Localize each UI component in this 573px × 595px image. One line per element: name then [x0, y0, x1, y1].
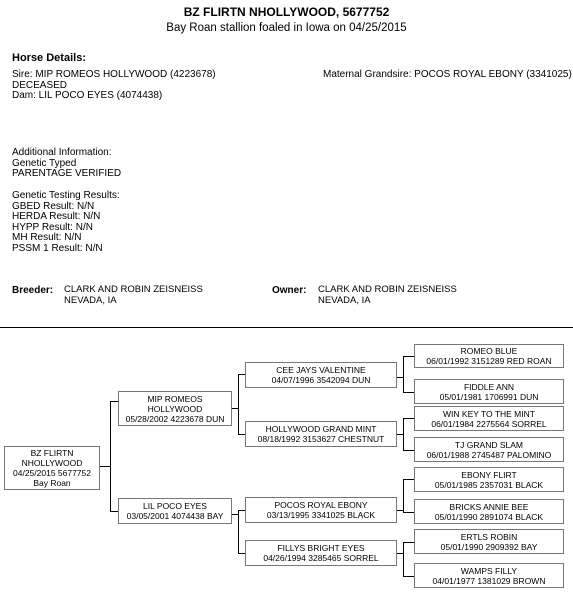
pedigree-sire-info: 05/28/2002 4223678 DUN	[125, 413, 225, 424]
pedigree-gen4-entry	[414, 344, 564, 368]
maternal-grandsire-line: Maternal Grandsire: POCOS ROYAL EBONY (3341025)	[323, 69, 572, 80]
dam-line: Dam: LIL POCO EYES (4074438)	[12, 90, 163, 101]
owner-location: NEVADA, IA	[318, 295, 371, 306]
pedigree-name: WIN KEY TO THE MINT	[443, 408, 535, 419]
genetic-typed: Genetic Typed	[12, 158, 77, 169]
pedigree-gen4-entry	[414, 529, 564, 554]
pedigree-name: WAMPS FILLY	[460, 565, 518, 576]
pedigree-dam-info: 03/05/2001 4074438 BAY	[126, 511, 224, 521]
genetic-result: PSSM 1 Result: N/N	[12, 243, 103, 254]
pedigree-name: POCOS ROYAL EBONY	[274, 500, 368, 510]
breeder-label: Breeder:	[12, 285, 54, 296]
genetic-result: HERDA Result: N/N	[12, 211, 101, 222]
owner-label: Owner:	[272, 285, 307, 296]
pedigree-dam	[118, 498, 232, 524]
pedigree-info: 03/13/1995 3341025 BLACK	[266, 510, 376, 520]
pedigree-dam-name: LIL POCO EYES	[143, 501, 207, 511]
horse-details-heading: Horse Details:	[12, 52, 86, 64]
pedigree-info: 08/18/1992 3153627 CHESTNUT	[257, 434, 385, 444]
sire-status: DECEASED	[12, 80, 68, 91]
breeder-location: NEVADA, IA	[64, 295, 117, 306]
pedigree-gen3-entry	[245, 421, 397, 447]
pedigree-subject-name: BZ FLIRTN NHOLLYWOOD	[21, 448, 83, 468]
pedigree-gen4-entry	[414, 379, 564, 404]
pedigree-gen4-entry	[414, 499, 564, 524]
pedigree-name: ERTLS ROBIN	[460, 531, 518, 542]
pedigree-name: EBONY FLIRT	[461, 469, 517, 480]
pedigree-info: 06/01/1988 2745487 PALOMINO	[426, 449, 552, 460]
breeder-name: CLARK AND ROBIN ZEISNEISS	[64, 284, 203, 295]
pedigree-info: 04/07/1996 3542094 DUN	[271, 375, 371, 385]
pedigree-sire	[118, 391, 232, 426]
pedigree-name: CEE JAYS VALENTINE	[276, 365, 366, 375]
pedigree-gen4-entry	[414, 406, 564, 431]
page-subtitle: Bay Roan stallion foaled in Iowa on 04/25/2015	[166, 22, 407, 34]
genetic-result: MH Result: N/N	[12, 232, 82, 243]
pedigree-sire-name: MIP ROMEOS HOLLYWOOD	[147, 393, 203, 414]
pedigree-gen3-entry	[245, 497, 397, 523]
sire-line: Sire: MIP ROMEOS HOLLYWOOD (4223678)	[12, 69, 216, 80]
pedigree-name: ROMEO BLUE	[460, 346, 518, 356]
genetic-result: HYPP Result: N/N	[12, 222, 93, 233]
pedigree-gen4-entry	[414, 467, 564, 492]
owner-name: CLARK AND ROBIN ZEISNEISS	[318, 284, 457, 295]
pedigree-name: HOLLYWOOD GRAND MINT	[265, 424, 377, 434]
pedigree-info: 04/01/1977 1381029 BROWN	[432, 575, 546, 586]
pedigree-gen4-entry	[414, 563, 564, 588]
page-title: BZ FLIRTN NHOLLYWOOD, 5677752	[183, 5, 390, 19]
pedigree-info: 04/26/1994 3285465 SORREL	[263, 553, 379, 563]
pedigree-info: 05/01/1981 1706991 DUN	[439, 391, 539, 402]
genetic-results-heading: Genetic Testing Results:	[12, 190, 120, 201]
pedigree-info: 06/01/1992 3151289 RED ROAN	[426, 356, 552, 366]
pedigree-gen4-entry	[414, 437, 564, 462]
pedigree-info: 05/01/1990 2891074 BLACK	[434, 511, 544, 522]
pedigree-gen3-entry	[245, 362, 397, 388]
pedigree-name: BRICKS ANNIE BEE	[449, 501, 529, 512]
pedigree-info: 05/01/1990 2909392 BAY	[440, 541, 538, 552]
additional-info-heading: Additional Information:	[12, 147, 112, 158]
pedigree-info: 06/01/1984 2275564 SORREL	[431, 418, 547, 429]
parentage-verified: PARENTAGE VERIFIED	[12, 168, 122, 179]
section-divider	[0, 327, 573, 328]
pedigree-gen3-entry	[245, 540, 397, 566]
pedigree-name: TJ GRAND SLAM	[454, 439, 523, 450]
pedigree-info: 05/01/1985 2357031 BLACK	[434, 479, 544, 490]
pedigree-subject-info: 04/25/2015 5677752 Bay Roan	[13, 468, 91, 488]
pedigree-subject	[4, 446, 100, 490]
pedigree-name: FILLYS BRIGHT EYES	[277, 543, 365, 553]
pedigree-name: FIDDLE ANN	[463, 381, 515, 392]
genetic-result: GBED Result: N/N	[12, 201, 95, 212]
